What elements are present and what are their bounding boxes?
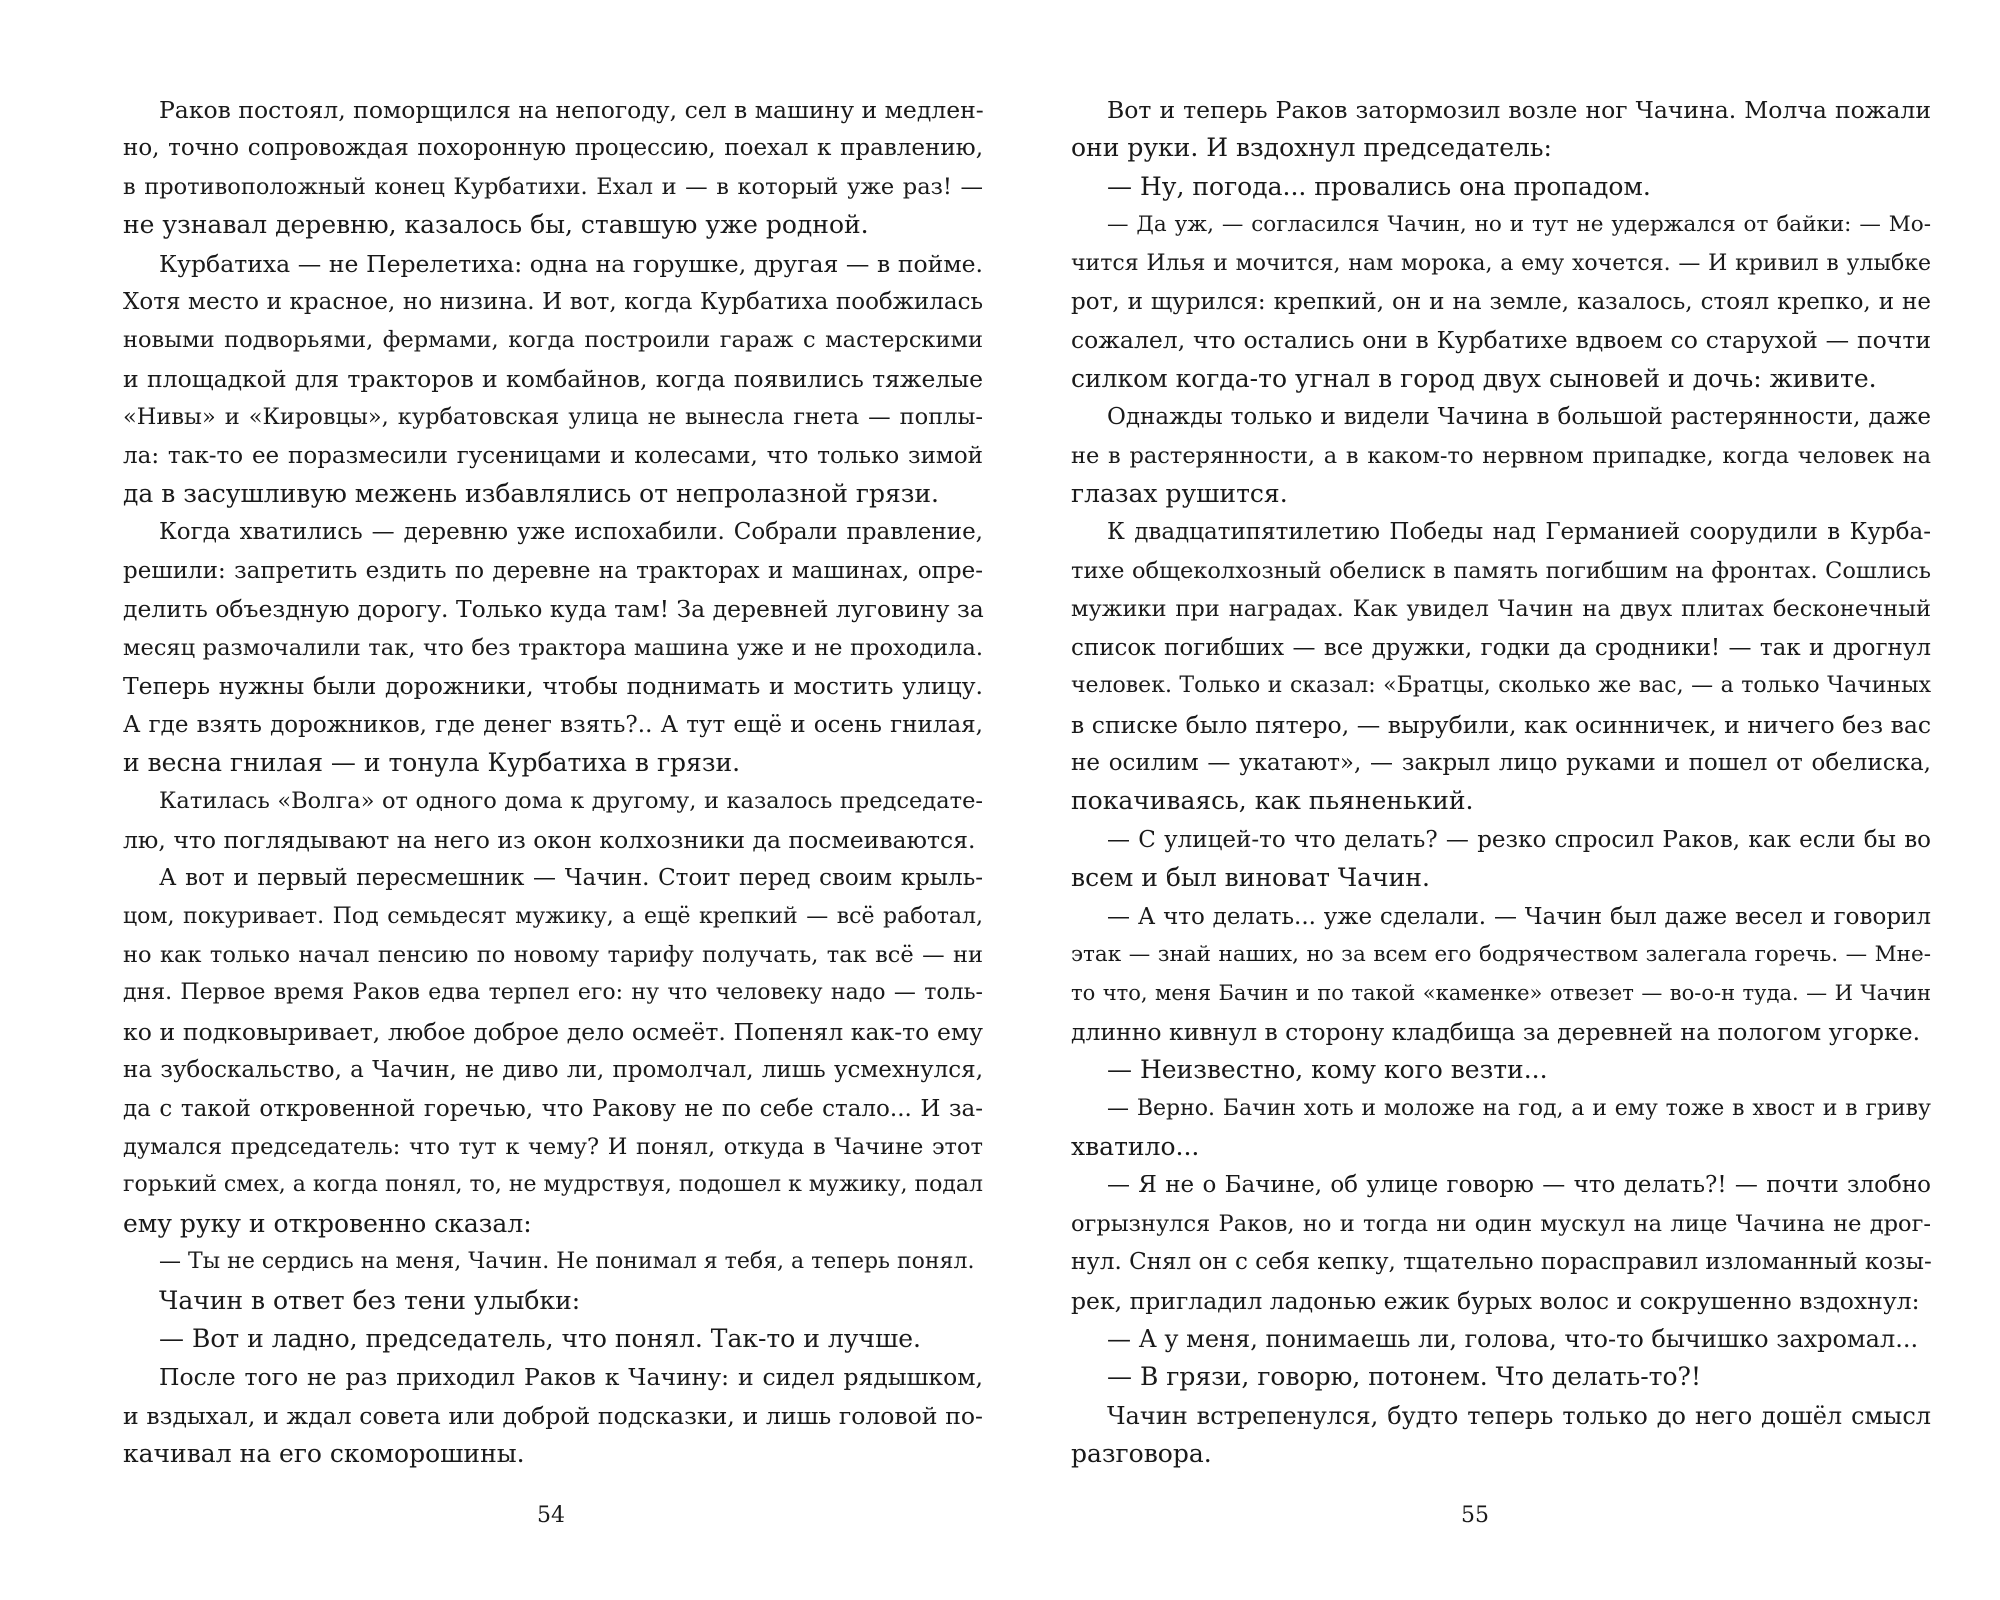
text-line: хватило... bbox=[1071, 1131, 1200, 1161]
text-line: — В грязи, говорю, потонем. Что делать-то?! bbox=[1107, 1362, 1702, 1392]
text-line: и весна гнилая — и тонула Курбатиха в грязи. bbox=[123, 747, 741, 777]
text-line: то что, меня Бачин и по такой «каменке» отвезет — во-о-н туда. — И Чачин bbox=[1071, 981, 1931, 1006]
text-line: лю, что поглядывают на него из окон колхозники да посмеиваются. bbox=[123, 825, 976, 854]
text-line: горький смех, а когда понял, то, не мудрствуя, подошел к мужику, подал bbox=[123, 1172, 983, 1198]
text-line: После того не раз приходил Раков к Чачину: и сидел рядышком, bbox=[159, 1363, 983, 1392]
paragraph bbox=[1071, 206, 1931, 398]
text-line: решили: запретить ездить по деревне на тракторах и машинах, опре- bbox=[123, 557, 983, 584]
text-line: Когда хватились — деревню уже испохабили. Собрали правление, bbox=[159, 519, 983, 546]
text-line: этак — знай наших, но за всем его бодрячеством залегала горечь. — Мне- bbox=[1071, 941, 1931, 967]
text-line: они руки. И вздохнул председатель: bbox=[1071, 133, 1552, 163]
text-line: да в засушливую межень избавлялись от непролазной грязи. bbox=[123, 479, 940, 509]
paragraph bbox=[123, 1282, 983, 1320]
text-line: — Да уж, — согласился Чачин, но и тут не удержался от байки: — Мо- bbox=[1107, 212, 1931, 238]
text-line: рек, пригладил ладонью ежик бурых волос и сокрушенно вздохнул: bbox=[1071, 1286, 1920, 1315]
paragraph bbox=[1071, 821, 1931, 898]
text-line: — А у меня, понимаешь ли, голова, что-то бычишко захромал... bbox=[1107, 1325, 1919, 1353]
text-line: «Нивы» и «Кировцы», курбатовская улица не вынесла гнета — поплы- bbox=[123, 404, 983, 431]
text-line: и площадкой для тракторов и комбайнов, когда появились тяжелые bbox=[123, 364, 983, 393]
paragraph bbox=[1071, 398, 1931, 513]
text-line: К двадцатипятилетию Победы над Германией соорудили в Курба- bbox=[1107, 519, 1931, 546]
paragraph bbox=[1071, 513, 1931, 820]
text-line: на зубоскальство, а Чачин, не диво ли, промолчал, лишь усмехнулся, bbox=[123, 1057, 983, 1084]
text-line: цом, покуривает. Под семьдесят мужику, а ещё крепкий — всё работал, bbox=[123, 903, 983, 929]
paragraph bbox=[123, 91, 983, 245]
paragraph bbox=[123, 513, 983, 782]
text-line: тихе общеколхозный обелиск в память погибшим на фронтах. Сошлись bbox=[1071, 557, 1931, 584]
text-line: покачиваясь, как пьяненький. bbox=[1071, 786, 1474, 816]
text-line: человек. Только и сказал: «Братцы, сколько же вас, — а только Чачиных bbox=[1071, 673, 1931, 699]
text-line: нул. Снял он с себя кепку, тщательно порасправил изломанный козы- bbox=[1071, 1249, 1932, 1276]
text-line: месяц размочалили так, что без трактора машина уже и не проходила. bbox=[123, 634, 983, 661]
text-line: всем и был виноват Чачин. bbox=[1071, 863, 1430, 893]
paragraph bbox=[123, 1358, 983, 1473]
paragraph bbox=[1071, 1166, 1931, 1320]
text-line: — С улицей-то что делать? — резко спросил Раков, как если бы во bbox=[1107, 826, 1931, 853]
text-line: ему руку и откровенно сказал: bbox=[123, 1208, 532, 1238]
text-line: и вздыхал, и ждал совета или доброй подсказки, и лишь головой по- bbox=[123, 1401, 983, 1430]
right-page bbox=[1000, 0, 2000, 1600]
paragraph bbox=[1071, 1320, 1931, 1358]
text-line: ко и подковыривает, любое доброе дело осмеёт. Попенял как-то ему bbox=[123, 1017, 983, 1046]
text-line: огрызнулся Раков, но и тогда ни один мускул на лице Чачина не дрог- bbox=[1071, 1210, 1931, 1237]
text-line: Катилась «Волга» от одного дома к другому, и казалось председате- bbox=[159, 788, 983, 815]
paragraph bbox=[123, 1243, 983, 1281]
text-line: А вот и первый пересмешник — Чачин. Стоит перед своим крыль- bbox=[159, 865, 983, 892]
text-line: сожалел, что остались они в Курбатихе вдвоем со старухой — почти bbox=[1071, 326, 1931, 355]
text-line: да с такой откровенной горечью, что Ракову не по себе стало... И за- bbox=[123, 1095, 983, 1122]
text-line: — Верно. Бачин хоть и моложе на год, а и ему тоже в хвост и в гриву bbox=[1107, 1095, 1931, 1121]
paragraph bbox=[1071, 168, 1931, 206]
text-line: ла: так-то ее поразмесили гусеницами и колесами, что только зимой bbox=[123, 442, 983, 469]
text-line: — Я не о Бачине, об улице говорю — что делать?! — почти злобно bbox=[1107, 1172, 1931, 1199]
paragraph bbox=[123, 782, 983, 859]
text-line: не осилим — укатают», — закрыл лицо руками и пошел от обелиска, bbox=[1071, 749, 1931, 776]
text-line: — Ну, погода... провались она пропадом. bbox=[1107, 171, 1651, 201]
paragraph bbox=[123, 859, 983, 1243]
text-line: мужики при наградах. Как увидел Чачин на двух плитах бесконечный bbox=[1071, 596, 1931, 623]
text-line: — Вот и ладно, председатель, что понял. Так-то и лучше. bbox=[159, 1324, 921, 1353]
text-column bbox=[123, 91, 983, 1474]
text-line: Чачин в ответ без тени улыбки: bbox=[159, 1285, 581, 1315]
text-line: Теперь нужны были дорожники, чтобы поднимать и мостить улицу. bbox=[123, 672, 983, 701]
text-line: список погибших — все дружки, годки да сродники! — так и дрогнул bbox=[1071, 634, 1931, 661]
paragraph bbox=[123, 245, 983, 514]
text-line: не в растерянности, а в каком-то нервном припадке, когда человек на bbox=[1071, 442, 1931, 469]
text-line: но как только начал пенсию по новому тарифу получать, так всё — ни bbox=[123, 941, 983, 968]
paragraph bbox=[1071, 1090, 1931, 1167]
text-line: рот, и щурился: крепкий, он и на земле, казалось, стоял крепко, и не bbox=[1071, 289, 1931, 316]
text-line: силком когда-то угнал в город двух сыновей и дочь: живите. bbox=[1071, 363, 1877, 393]
text-line: но, точно сопровождая похоронную процессию, поехал к правлению, bbox=[123, 135, 983, 162]
text-line: Чачин встрепенулся, будто теперь только до него дошёл смысл bbox=[1107, 1401, 1931, 1430]
page-number: 55 bbox=[1461, 1503, 1489, 1528]
text-line: новыми подворьями, фермами, когда построили гараж с мастерскими bbox=[123, 327, 983, 354]
text-column bbox=[1071, 91, 1931, 1474]
text-line: делить объездную дорогу. Только куда там! За деревней луговину за bbox=[123, 595, 984, 624]
text-line: Вот и теперь Раков затормозил возле ног Чачина. Молча пожали bbox=[1107, 96, 1931, 124]
text-line: А где взять дорожников, где денег взять?.. А тут ещё и осень гнилая, bbox=[123, 711, 983, 738]
text-line: в противоположный конец Курбатихи. Ехал и — в который уже раз! — bbox=[123, 173, 983, 200]
text-line: Раков постоял, поморщился на непогоду, сел в машину и медлен- bbox=[159, 96, 984, 124]
text-line: Хотя место и красное, но низина. И вот, когда Курбатиха пообжилась bbox=[123, 289, 983, 316]
paragraph bbox=[1071, 898, 1931, 1052]
text-line: — Ты не сердись на меня, Чачин. Не понимал я тебя, а теперь понял. bbox=[159, 1249, 975, 1275]
paragraph bbox=[123, 1320, 983, 1358]
text-line: длинно кивнул в сторону кладбища за деревней на пологом угорке. bbox=[1071, 1017, 1921, 1046]
text-line: — А что делать... уже сделали. — Чачин был даже весел и говорил bbox=[1107, 903, 1931, 930]
text-line: дня. Первое время Раков едва терпел его: ну что человеку надо — толь- bbox=[123, 980, 983, 1006]
page-number: 54 bbox=[537, 1503, 565, 1528]
text-line: — Неизвестно, кому кого везти... bbox=[1107, 1055, 1548, 1085]
text-line: разговора. bbox=[1071, 1439, 1212, 1469]
paragraph bbox=[1071, 1051, 1931, 1089]
paragraph bbox=[1071, 1358, 1931, 1396]
text-line: в списке было пятеро, — вырубили, как осинничек, и ничего без вас bbox=[1071, 710, 1931, 739]
paragraph bbox=[1071, 1397, 1931, 1474]
text-line: качивал на его скоморошины. bbox=[123, 1439, 525, 1469]
text-line: думался председатель: что тут к чему? И понял, откуда в Чачине этот bbox=[123, 1133, 983, 1160]
text-line: глазах рушится. bbox=[1071, 479, 1288, 509]
text-line: Курбатиха — не Перелетиха: одна на горушке, другая — в пойме. bbox=[159, 249, 983, 278]
text-line: Однажды только и видели Чачина в большой растерянности, даже bbox=[1107, 404, 1931, 431]
paragraph bbox=[1071, 91, 1931, 168]
text-line: чится Илья и мочится, нам морока, а ему хочется. — И кривил в улыбке bbox=[1071, 250, 1931, 276]
text-line: не узнавал деревню, казалось бы, ставшую уже родной. bbox=[123, 210, 869, 240]
